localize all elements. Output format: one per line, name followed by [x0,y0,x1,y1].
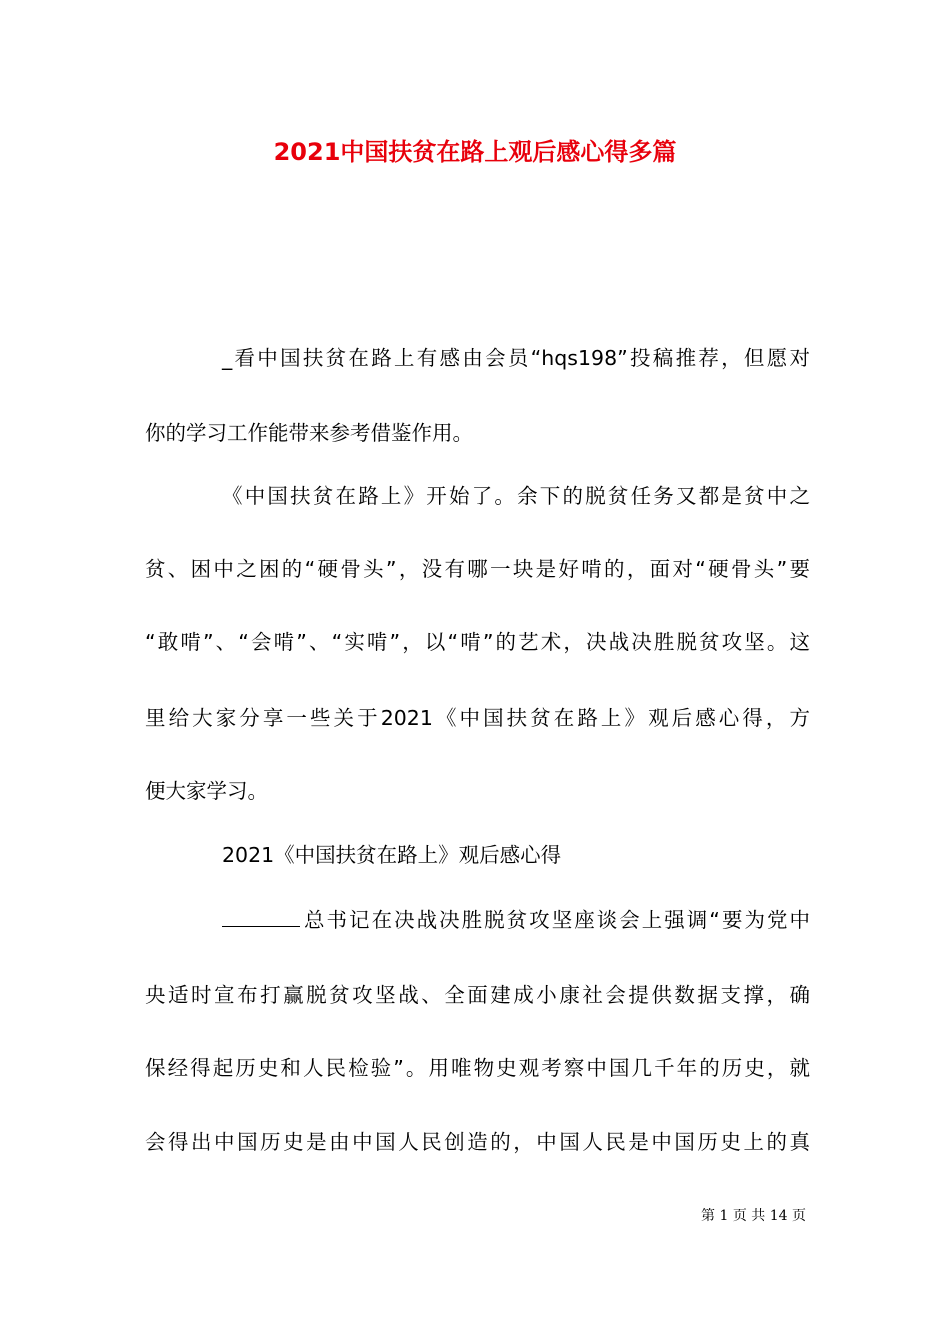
paragraph-line: 你的学习工作能带来参考借鉴作用。 [145,421,473,445]
paragraph-line: 会得出中国历史是由中国人民创造的，中国人民是中国历史上的真 [145,1130,810,1154]
paragraph-line: _看中国扶贫在路上有感由会员“hqs198”投稿推荐，但愿对 [222,346,810,370]
document-title-text: 2021中国扶贫在路上观后感心得多篇 [273,138,677,166]
page-number-footer: 第 1 页 共 14 页 [701,1208,806,1224]
paragraph-line: 里给大家分享一些关于2021《中国扶贫在路上》观后感心得，方 [145,706,810,730]
paragraph-line: “敢啃”、“会啃”、“实啃”，以“啃”的艺术，决战决胜脱贫攻坚。这 [145,630,810,654]
document-title [0,132,950,172]
paragraph-line: 保经得起历史和人民检验”。用唯物史观考察中国几千年的历史，就 [145,1056,810,1080]
paragraph-line [222,905,810,935]
paragraph-line: 贫、困中之困的“硬骨头”，没有哪一块是好啃的，面对“硬骨头”要 [145,557,810,581]
paragraph-line-text: 总书记在决战决胜脱贫攻坚座谈会上强调“要为党中 [302,908,810,932]
paragraph-line: 《中国扶贫在路上》开始了。余下的脱贫任务又都是贫中之 [222,484,810,508]
paragraph-line: 便大家学习。 [145,779,268,803]
blank-underline [222,906,300,927]
section-heading: 2021《中国扶贫在路上》观后感心得 [222,843,562,867]
paragraph-line: 央适时宣布打赢脱贫攻坚战、全面建成小康社会提供数据支撑，确 [145,983,810,1007]
